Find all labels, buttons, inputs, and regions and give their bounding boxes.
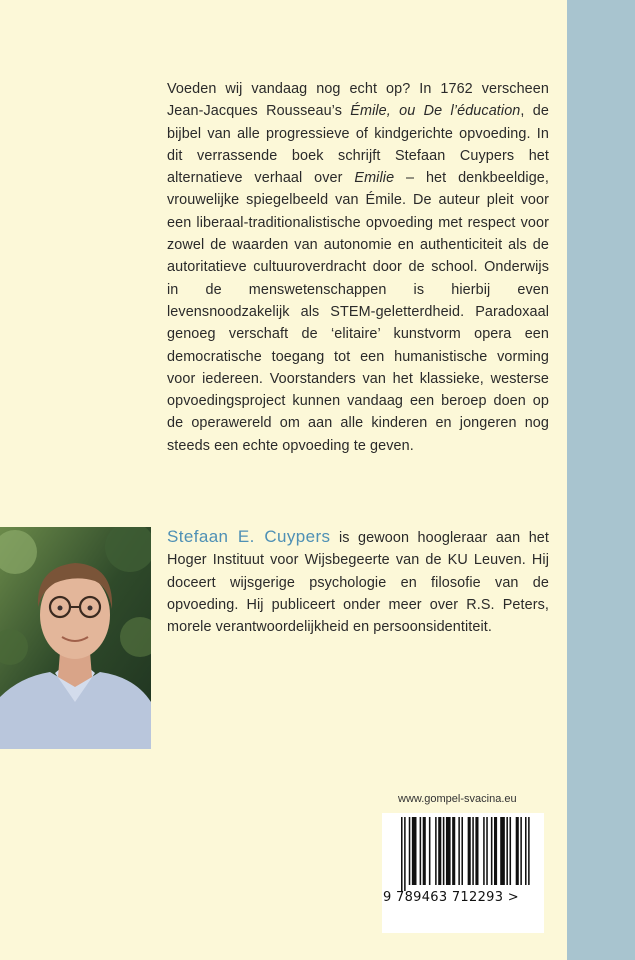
barcode-bar: [483, 817, 485, 885]
blurb-part: , de bijbel van alle progressieve of kindgerichte opvoeding. In dit verrassende boek schrijft Stefaan Cuypers het alternatieve verhaal over: [167, 103, 549, 187]
author-bio-text: is gewoon hoogleraar aan het Hoger Instituut voor Wijsbegeerte van de KU Leuven. Hij doceert wijsgerige psychologie en filosofie van de opvoeding. Hij publiceert onder meer over R.S. Peters, morele verantwoordelijkheid en persoonsidentiteit.: [167, 530, 549, 636]
author-name: Stefaan E. Cuypers: [167, 527, 331, 546]
barcode-bar: [438, 817, 441, 885]
barcode-bar: [500, 817, 505, 885]
barcode-bar: [491, 817, 493, 885]
barcode-bar: [461, 817, 463, 885]
barcode-bar: [468, 817, 471, 885]
blurb-part: Voeden wij vandaag nog echt op? In 1762 verscheen Jean-Jacques Rousseau’s: [167, 81, 549, 120]
barcode-bar: [409, 817, 411, 885]
author-bio: [167, 526, 549, 638]
emilie-italic: Emilie: [354, 170, 395, 187]
author-photo: [0, 527, 151, 749]
barcode-bar: [423, 817, 426, 885]
barcode-bar: [475, 817, 478, 885]
barcode: [382, 813, 544, 933]
barcode-bar: [401, 817, 403, 891]
barcode-bar: [510, 817, 512, 885]
barcode-bar: [435, 817, 437, 885]
barcode-bar: [404, 817, 406, 891]
barcode-bar: [486, 817, 488, 885]
barcode-bar: [429, 817, 431, 885]
publisher-website[interactable]: www.gompel-svacina.eu: [398, 793, 517, 805]
barcode-bar: [528, 817, 530, 885]
barcode-bar: [506, 817, 508, 885]
blurb-text: [167, 78, 549, 457]
barcode-bar: [516, 817, 519, 885]
barcode-bar: [458, 817, 460, 885]
barcode-bar: [420, 817, 422, 885]
barcode-bar: [412, 817, 417, 885]
barcode-bar: [525, 817, 527, 885]
blurb-part: – het denkbeeldige, vrouwelijke spiegelbeeld van Émile. De auteur pleit voor een liberaal-traditionalistische opvoeding met respect voor zowel de waarden van autonomie en authenticiteit als de autoritatieve cultuuroverdracht door de school. Onderwijs in de menswetenschappen is hierbij even levensnoodzakelijk als STEM-geletterdheid. Paradoxaal genoeg verschaft de ‘elitaire’ kunstvorm opera een democratische toegang tot een humanistische vorming voor iedereen. Voorstanders van het klassieke, westerse opvoedingsproject kunnen vandaag een beroep doen op de operawereld om aan alle kinderen en jongeren nog steeds een echte opvoeding te geven.: [167, 170, 549, 454]
book-title-italic: Émile, ou De l’éducation: [350, 103, 521, 120]
barcode-bar: [494, 817, 497, 885]
barcode-bars: [382, 813, 544, 933]
spine-strip: [567, 0, 635, 960]
barcode-bar: [520, 817, 522, 885]
isbn-number: 9 789463 712293 >: [383, 890, 519, 905]
barcode-bar: [443, 817, 445, 885]
barcode-bar: [452, 817, 455, 885]
barcode-bar: [472, 817, 474, 885]
barcode-bar: [446, 817, 451, 885]
